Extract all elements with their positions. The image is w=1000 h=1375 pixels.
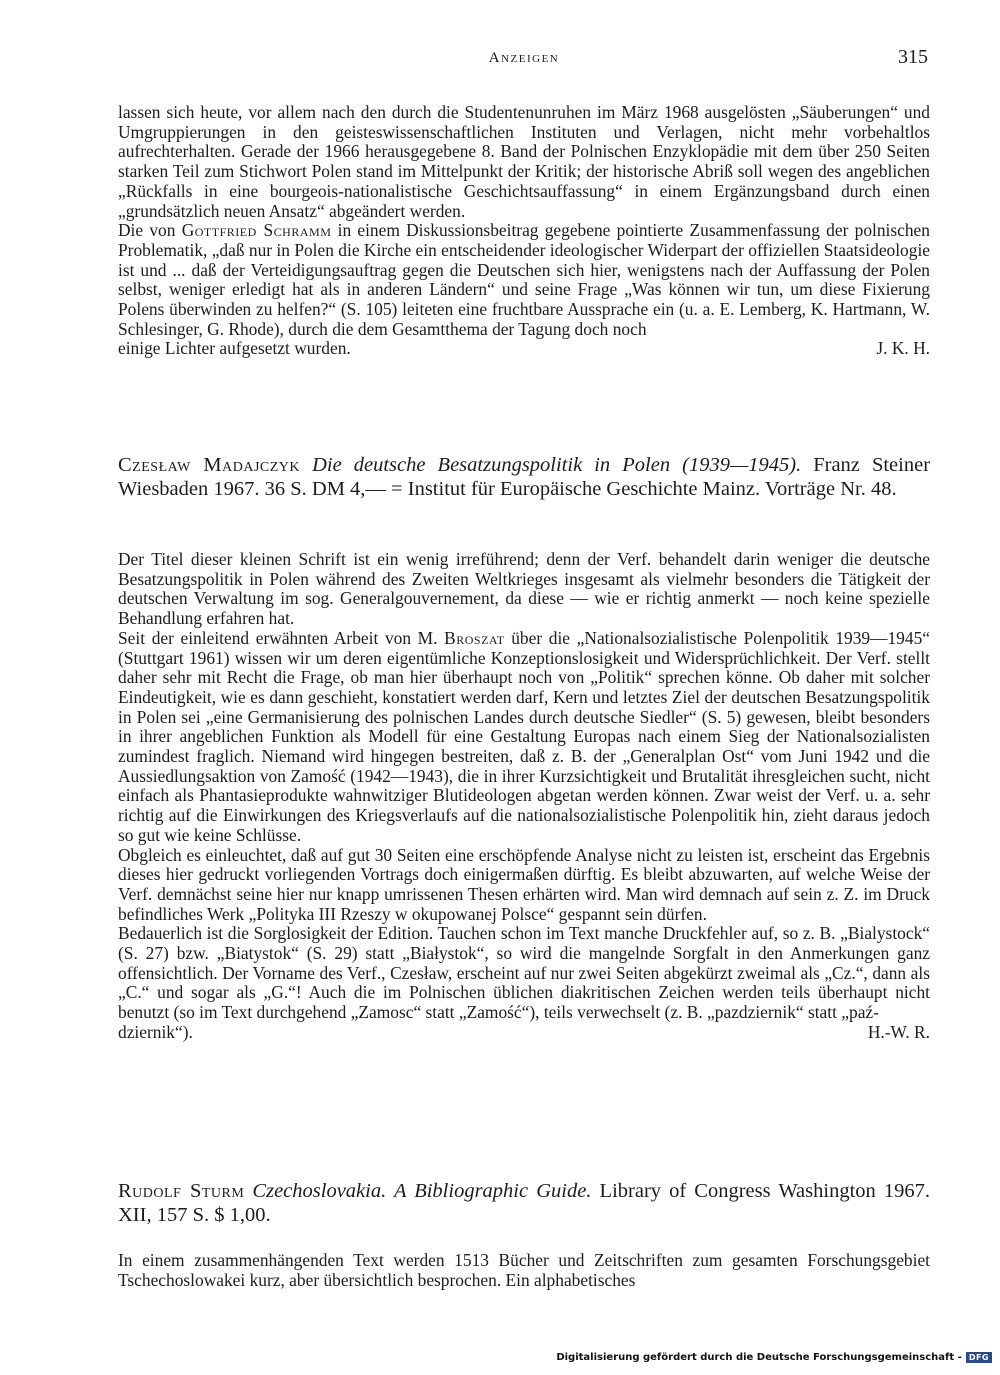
review-2-title: Die deutsche Besatzungspolitik in Polen (1939—1945). — [312, 454, 802, 476]
digitization-footer — [556, 1352, 992, 1363]
text-run: Seit der einleitend erwähnten Arbeit von M. — [118, 627, 445, 648]
review-2-heading — [118, 454, 930, 501]
review-1-last-line — [118, 339, 930, 359]
page-number: 315 — [898, 46, 928, 68]
review-3-publication: Library of Congress Washington 1967. XII, 157 S. $ 1,00. — [118, 1180, 931, 1226]
review-1-tail — [118, 103, 930, 359]
running-head — [118, 46, 930, 72]
person-name: Broszat — [444, 627, 505, 648]
review-3-body — [118, 1251, 930, 1290]
review-3-author: Rudolf Sturm — [118, 1180, 245, 1202]
reviewer-signature: J. K. H. — [876, 338, 930, 359]
dfg-logo-icon: DFG — [966, 1352, 992, 1363]
person-name: Gottfried Schramm — [181, 220, 332, 241]
text-run: in einem Diskussionsbeitrag gegebene pointierte Zusammenfassung der polnischen Problematik, „daß nur in Polen die Kirche ein entscheidender ideologischer Widerpart der offiziellen Staatsideologie ist und ... daß der Verteidigungsauftrag gegen die Deutschen sich hier, wenigstens nach der Auffassung der Polen selbst, weniger erledigt hat als in anderen Ländern“ und seine Frage „Was können wir tun, um diese Fixierung Polens überwinden zu helfen?“ (S. 105) leiteten eine fruchtbare Aussprache ein (u. a. E. Lemberg, K. Hartmann, W. Schlesinger, G. Rhode), durch die dem Gesamtthema der Tagung doch noch — [118, 220, 930, 339]
review-3-paragraph-1: In einem zusammenhängenden Text werden 1513 Bücher und Zeitschriften zum gesamten Forschungsgebiet Tschechoslowakei kurz, aber übersichtlich besprochen. Ein alphabetisches — [118, 1250, 930, 1290]
review-1-paragraph-2 — [118, 221, 930, 339]
text-run: einige Lichter aufgesetzt wurden. — [118, 338, 351, 359]
footer-text: Digitalisierung gefördert durch die Deutsche Forschungsgemeinschaft - — [556, 1352, 962, 1363]
review-2-paragraph-3: Obgleich es einleuchtet, daß auf gut 30 Seiten eine erschöpfende Analyse nicht zu leisten ist, erscheint das Ergebnis dieses hier gedruckt vorliegenden Vortrags doch einigermaßen dürftig. Es bleibt abzuwarten, auf welche Weise der Verf. demnächst seine hier nur knapp umrissenen Thesen erhärten wird. Man wird demnach auf sein z. Z. im Druck befindliches Werk „Polityka III Rzeszy w okupowanej Polsce“ gespannt sein dürfen. — [118, 844, 930, 924]
review-2-last-line — [118, 1023, 930, 1043]
text-run: dziernik“). — [118, 1021, 193, 1042]
review-2-paragraph-4: Bedauerlich ist die Sorglosigkeit der Edition. Tauchen schon im Text manche Druckfehler auf, so z. B. „Bialystock“ (S. 27) bzw. „Biatystok“ (S. 29) statt „Białystok“, so wird die mangelnde Sorgfalt in den Anmerkungen ganz offensichtlich. Der Vorname des Verf., Czesław, erscheint auf nur zwei Seiten abgekürzt zweimal als „Cz.“, dann als „C.“ und sogar als „G.“! Auch die im Polnischen üblichen diakritischen Zeichen werden teils überhaupt nicht benutzt (so im Text durchgehend „Zamosc“ statt „Zamość“), teils verwechselt (z. B. „pazdziernik“ statt „paź- — [118, 923, 930, 1023]
text-run: Die von — [118, 220, 182, 241]
review-2-paragraph-2 — [118, 629, 930, 846]
reviewer-signature: H.-W. R. — [867, 1021, 930, 1042]
review-2-body — [118, 550, 930, 1043]
review-2-author: Czesław Madajczyk — [118, 454, 301, 476]
review-1-paragraph-1: lassen sich heute, vor allem nach den durch die Studentenunruhen im März 1968 ausgelösten „Säuberungen“ und Umgruppierungen in den geisteswissenschaftlichen Instituten und Verlagen, nicht mehr vorbehaltlos aufrechterhalten. Gerade der 1966 herausgegebene 8. Band der Polnischen Enzyklopädie mit dem über 250 Seiten starken Teil zum Stichwort Polen stand im Mittelpunkt der Kritik; der historische Abriß soll wegen des angeblichen „Rückfalls in eine bourgeois-nationalistische Geschichtsauffassung“ in einem Ergänzungsband durch einen „grundsätzlich neuen Ansatz“ abgeändert werden. — [118, 102, 930, 221]
review-3-title: Czechoslovakia. A Bibliographic Guide. — [252, 1180, 592, 1202]
running-head-title: Anzeigen — [488, 50, 560, 66]
review-2-paragraph-1: Der Titel dieser kleinen Schrift ist ein wenig irreführend; denn der Verf. behandelt darin weniger die deutsche Besatzungspolitik in Polen während des Zweiten Weltkrieges insgesamt als vielmehr besonders die Tätigkeit der deutschen Verwaltung im sog. Generalgouvernement, da diese — wie er richtig anmerkt — noch keine spezielle Behandlung erfahren hat. — [118, 549, 930, 629]
review-3-heading — [118, 1180, 930, 1227]
review-2-publication: Franz Steiner Wiesbaden 1967. 36 S. DM 4,— = Institut für Europäische Geschichte Mainz. Vorträge Nr. 48. — [118, 454, 931, 500]
text-run: über die „Nationalsozialistische Polenpolitik 1939—1945“ (Stuttgart 1961) wissen wir um deren eigentümliche Konzeptionslosigkeit und Widersprüchlichkeit. Der Verf. stellt daher sehr mit Recht die Frage, ob man hier überhaupt noch von „Politik“ sprechen könne. Ob daher mit solcher Eindeutigkeit, wie es dann geschieht, konstatiert werden darf, Kern und letztes Ziel der deutschen Besatzungspolitik in Polen sei „eine Germanisierung des polnischen Landes durch deutsche Siedler“ (S. 5) gewesen, bleibt besonders in ihrer angeblichen Funktion als Modell für eine Gestaltung Europas nach einem Sieg der Nationalsozialisten zumindest fraglich. Niemand wird hingegen bestreiten, daß z. B. der „Generalplan Ost“ vom Juni 1942 und die Aussiedlungsaktion von Zamość (1942—1943), die in ihrer Kurzsichtigkeit und Brutalität ihresgleichen sucht, nicht einfach als Phantasieprodukte wahnwitziger Blutideologen abgetan werden können. Zwar weist der Verf. u. a. sehr richtig auf die Einwirkungen des Kriegsverlaufs auf die nationalsozialistische Polenpolitik hin, zieht daraus jedoch so gut wie keine Schlüsse. — [118, 627, 930, 845]
